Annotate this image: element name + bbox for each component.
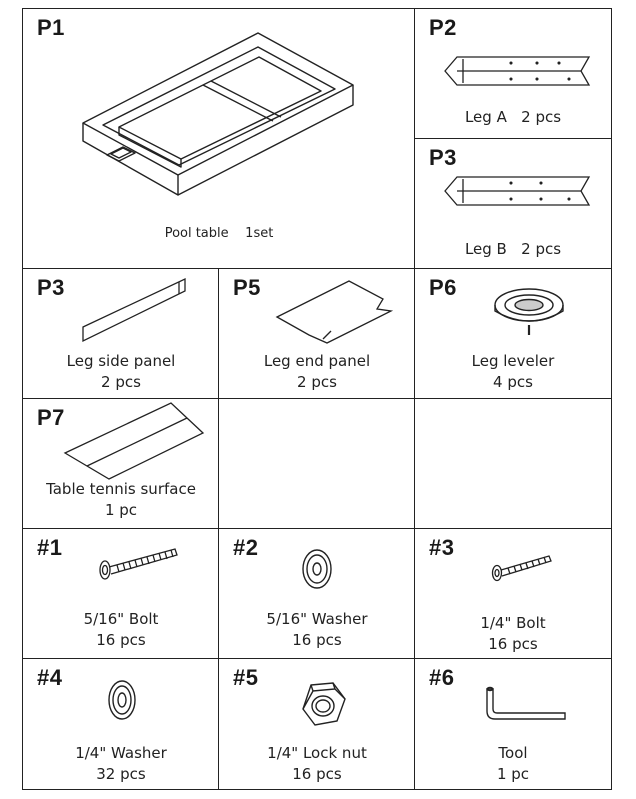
hardware-id: #5: [233, 665, 259, 690]
hardware-cell-h1: [22, 528, 220, 660]
hardware-label: Tool 1 pc: [496, 744, 530, 783]
part-id: P7: [37, 405, 65, 430]
lock-nut-icon: [297, 679, 349, 731]
part-id: P6: [429, 275, 457, 300]
hardware-id: #6: [429, 665, 455, 690]
washer-icon: [299, 547, 335, 591]
leg-b-icon: [441, 171, 597, 211]
part-cell-p6: [414, 268, 612, 400]
part-cell-p3-side-panel: [22, 268, 220, 400]
part-cell-p7: [22, 398, 220, 530]
leg-side-panel-icon: [75, 275, 191, 347]
pool-table-icon: [73, 23, 363, 213]
hardware-label: 5/16" Washer 16 pcs: [266, 610, 368, 649]
part-label: Leg leveler 4 pcs: [471, 352, 555, 391]
washer-icon: [105, 677, 139, 723]
leg-a-icon: [441, 51, 597, 91]
part-id: P3: [37, 275, 65, 300]
part-name-qty: Pool table 1set: [164, 226, 274, 241]
parts-list-sheet: [22, 8, 612, 790]
bolt-icon: [95, 543, 179, 583]
leg-end-panel-icon: [273, 279, 399, 345]
empty-cell: [414, 398, 612, 530]
part-label: [23, 223, 415, 244]
part-id: P1: [37, 15, 65, 40]
hardware-id: #1: [37, 535, 63, 560]
part-label: Leg B 2 pcs: [464, 240, 562, 258]
part-id: P3: [429, 145, 457, 170]
part-label: Leg side panel 2 pcs: [66, 352, 176, 391]
part-id: P5: [233, 275, 261, 300]
part-label: Leg A 2 pcs: [464, 108, 562, 126]
leg-leveler-icon: [491, 283, 567, 337]
part-id: P2: [429, 15, 457, 40]
part-cell-p1: [22, 8, 416, 270]
part-cell-p5: [218, 268, 416, 400]
hardware-id: #2: [233, 535, 259, 560]
table-tennis-surface-icon: [61, 399, 207, 483]
hardware-id: #4: [37, 665, 63, 690]
part-cell-p2: [414, 8, 612, 140]
hex-key-icon: [481, 679, 571, 725]
hardware-cell-h4: [22, 658, 220, 790]
empty-cell: [218, 398, 416, 530]
part-label: Table tennis surface 1 pc: [46, 480, 196, 519]
hardware-id: #3: [429, 535, 455, 560]
part-label: Leg end panel 2 pcs: [263, 352, 371, 391]
hardware-label: 1/4" Bolt 16 pcs: [480, 614, 546, 653]
bolt-icon: [489, 551, 553, 583]
hardware-label: 1/4" Lock nut 16 pcs: [267, 744, 367, 783]
hardware-cell-h5: [218, 658, 416, 790]
hardware-cell-h3: [414, 528, 612, 660]
hardware-cell-h2: [218, 528, 416, 660]
hardware-label: 1/4" Washer 32 pcs: [75, 744, 167, 783]
hardware-label: 5/16" Bolt 16 pcs: [83, 610, 159, 649]
part-cell-p3-leg-b: [414, 138, 612, 270]
hardware-cell-h6: [414, 658, 612, 790]
